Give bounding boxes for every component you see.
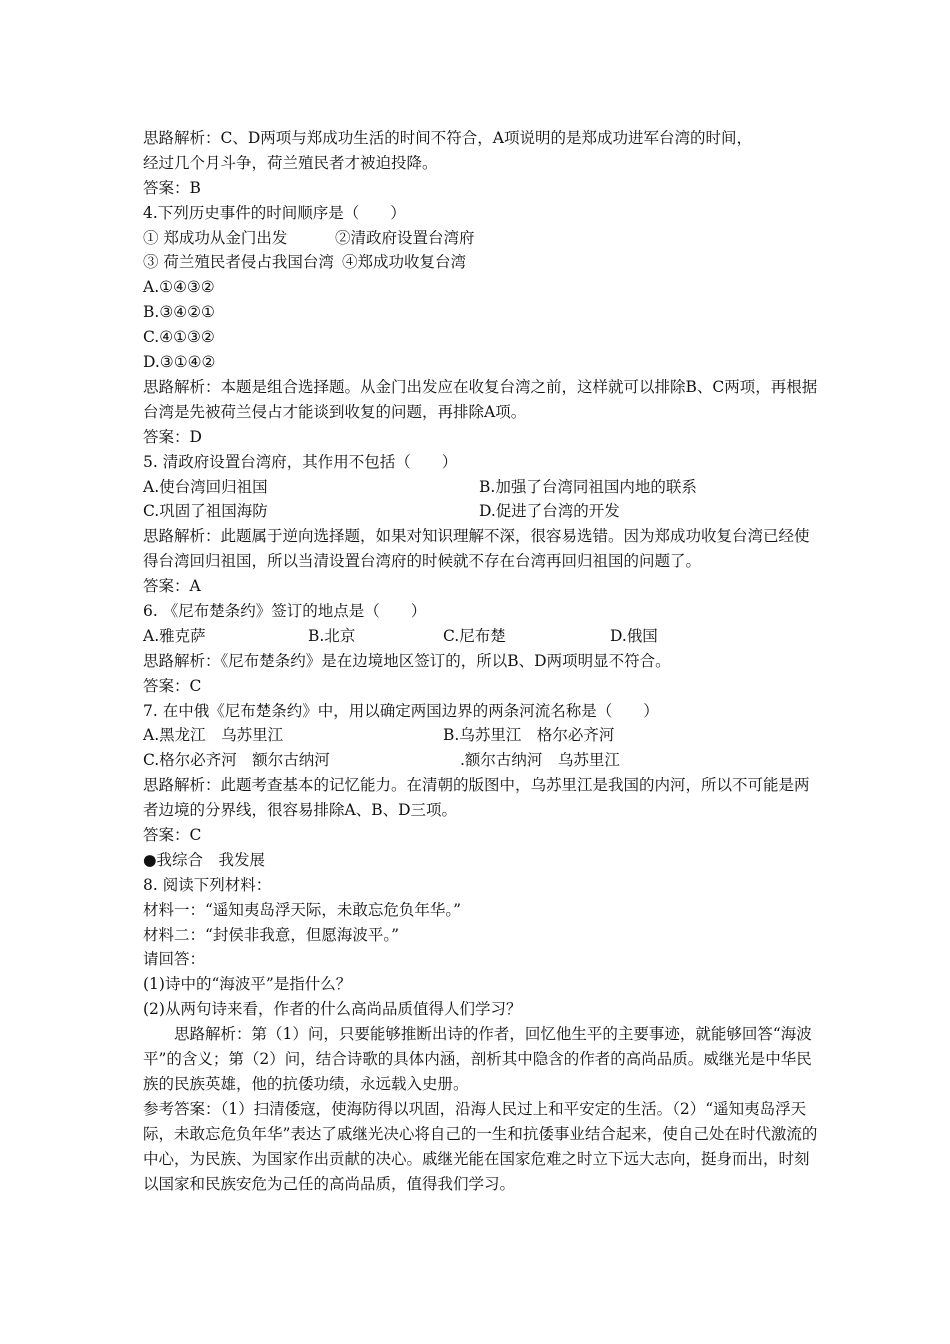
q7-options-row2 [143, 748, 823, 773]
q5-option-d: D.促进了台湾的开发 [479, 502, 620, 521]
q5-option-a: A.使台湾回归祖国 [143, 477, 268, 496]
q7-option-d: .额尔古纳河 乌苏里江 [460, 751, 620, 770]
q7-analysis: 思路解析：此题考查基本的记忆能力。在清朝的版图中，乌苏里江是我国的内河，所以不可能是两者边境的分界线，很容易排除A、B、D三项。 [143, 776, 810, 820]
q4-event-4: ④郑成功收复台湾 [341, 253, 466, 272]
q8-title: 8. 阅读下列材料： [143, 875, 272, 894]
q7-options-row1 [143, 723, 823, 748]
q6-answer: 答案：C [143, 676, 202, 695]
q5-option-c: C.巩固了祖国海防 [143, 502, 268, 521]
q4-event-3: ③ 荷兰殖民者侵占我国台湾 [143, 253, 334, 272]
q4-option-b: B.③④②① [143, 303, 215, 322]
q4-title: 4.下列历史事件的时间顺序是（ ） [143, 203, 406, 222]
q8-analysis: 思路解析：第（1）问，只要能够推断出诗的作者，回忆他生平的主要事迹，就能够回答“海波平”的含义；第（2）问，结合诗歌的具体内涵，剖析其中隐含的作者的高尚品质。威继光是中华民族的民族英雄，他的抗倭功绩，永远载入史册。 [143, 1025, 812, 1093]
q8-answer: 参考答案：（1）扫清倭寇，使海防得以巩固，沿海人民过上和平安定的生活。（2）“遥知夷岛浮天际，未敢忘危负年华”表达了戚继光决心将自己的一生和抗倭事业结合起来，使自己处在时代激流的中心，为民族、为国家作出贡献的决心。戚继光能在国家危难之时立下远大志向，挺身而出，时刻以国家和民族安危为己任的高尚品质，值得我们学习。 [143, 1099, 818, 1193]
q8-question-1: (1)诗中的“海波平”是指什么？ [143, 975, 352, 994]
q5-option-b: B.加强了台湾同祖国内地的联系 [479, 477, 697, 496]
q4-option-c: C.④①③② [143, 328, 215, 347]
q8-material-1: 材料一：“遥知夷岛浮天际，未敢忘危负年华。” [143, 900, 462, 919]
q6-title: 6. 《尼布楚条约》签订的地点是（ ） [143, 601, 427, 620]
q4-option-d: D.③①④② [143, 353, 216, 372]
q7-title: 7. 在中俄《尼布楚条约》中，用以确定两国边界的两条河流名称是（ ） [143, 701, 659, 720]
q7-option-c: C.格尔必齐河 额尔古纳河 [143, 751, 330, 770]
q6-analysis: 思路解析：《尼布楚条约》是在边境地区签订的，所以B、D两项明显不符合。 [143, 651, 671, 670]
q4-answer: 答案：D [143, 427, 202, 446]
section-heading: ●我综合 我发展 [143, 850, 266, 869]
q3-analysis-line2: 经过几个月斗争，荷兰殖民者才被迫投降。 [143, 153, 438, 172]
q6-option-b: B.北京 [308, 626, 356, 645]
q6-option-a: A.雅克萨 [143, 626, 206, 645]
q5-answer: 答案：A [143, 577, 201, 596]
q4-analysis: 思路解析：本题是组合选择题。从金门出发应在收复台湾之前，这样就可以排除B、C两项，再根据台湾是先被荷兰侵占才能谈到收复的问题，再排除A项。 [143, 377, 818, 421]
q5-options-row1 [143, 475, 823, 500]
q5-options-row2 [143, 499, 823, 524]
q7-option-b: B.乌苏里江 格尔必齐河 [443, 726, 615, 745]
q6-options-row [143, 624, 823, 649]
document-body [143, 126, 823, 1197]
q6-option-c: C.尼布楚 [443, 626, 506, 645]
q7-option-a: A.黑龙江 乌苏里江 [143, 726, 284, 745]
q8-prompt: 请回答： [143, 950, 206, 969]
q3-answer: 答案：B [143, 178, 201, 197]
q4-option-a: A.①④③② [143, 278, 215, 297]
q8-question-2: (2)从两句诗来看，作者的什么高尚品质值得人们学习？ [143, 1000, 522, 1019]
q4-event-2: ②清政府设置台湾府 [335, 228, 475, 247]
q4-events-row1 [143, 226, 823, 251]
q6-option-d: D.俄国 [610, 626, 658, 645]
q4-event-1: ① 郑成功从金门出发 [143, 228, 288, 247]
q4-events-row2 [143, 250, 823, 275]
q5-analysis: 思路解析：此题属于逆向选择题，如果对知识理解不深，很容易选错。因为郑成功收复台湾已经使得台湾回归祖国，所以当清设置台湾府的时候就不存在台湾再回归祖国的问题了。 [143, 527, 810, 571]
q7-answer: 答案：C [143, 826, 202, 845]
q3-analysis-line1: 思路解析：C、D两项与郑成功生活的时间不符合，A项说明的是郑成功进军台湾的时间， [143, 129, 752, 147]
q5-title: 5. 清政府设置台湾府，其作用不包括（ ） [143, 452, 458, 471]
q8-material-2: 材料二：“封侯非我意，但愿海波平。” [143, 925, 400, 944]
